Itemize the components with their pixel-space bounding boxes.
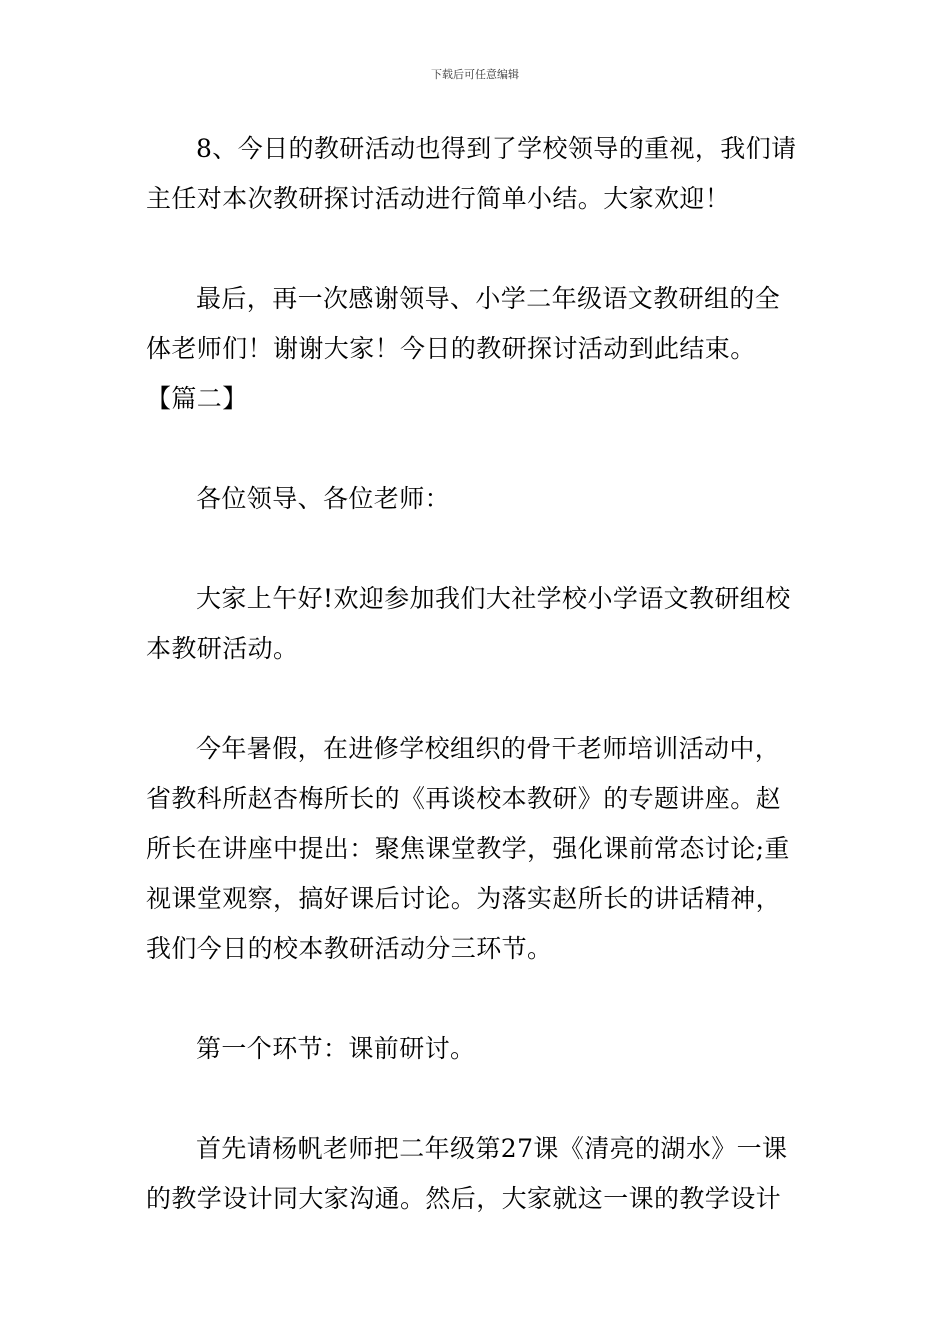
paragraph-line: 省教科所赵杏梅所长的《再谈校本教研》的专题讲座。赵 bbox=[146, 784, 782, 813]
paragraph-line: 的教学设计同大家沟通。然后，大家就这一课的教学设计 bbox=[146, 1184, 782, 1213]
paragraph-line: 第一个环节：课前研讨。 bbox=[196, 1034, 476, 1063]
paragraph-line: 各位领导、各位老师： bbox=[196, 484, 451, 513]
paragraph-line: 体老师们！谢谢大家！今日的教研探讨活动到此结束。 bbox=[146, 334, 756, 363]
section-heading: 【篇二】 bbox=[146, 384, 248, 413]
paragraph-line: 最后，再一次感谢领导、小学二年级语文教研组的全 bbox=[196, 284, 781, 313]
page-header: 下载后可任意编辑 bbox=[431, 68, 519, 81]
paragraph-line: 大家上午好!欢迎参加我们大社学校小学语文教研组校 bbox=[196, 584, 791, 613]
paragraph-line: 所长在讲座中提出：聚焦课堂教学，强化课前常态讨论;重 bbox=[146, 834, 790, 863]
paragraph-line: 8、今日的教研活动也得到了学校领导的重视，我们请 bbox=[196, 134, 797, 163]
paragraph-line: 今年暑假，在进修学校组织的骨干老师培训活动中， bbox=[196, 734, 781, 763]
paragraph-line: 本教研活动。 bbox=[146, 634, 299, 663]
paragraph-line: 首先请杨帆老师把二年级第27课《清亮的湖水》一课 bbox=[196, 1134, 788, 1163]
paragraph-line: 主任对本次教研探讨活动进行简单小结。大家欢迎！ bbox=[146, 184, 731, 213]
paragraph-line: 我们今日的校本教研活动分三环节。 bbox=[146, 934, 553, 963]
paragraph-line: 视课堂观察，搞好课后讨论。为落实赵所长的讲话精神， bbox=[146, 884, 782, 913]
